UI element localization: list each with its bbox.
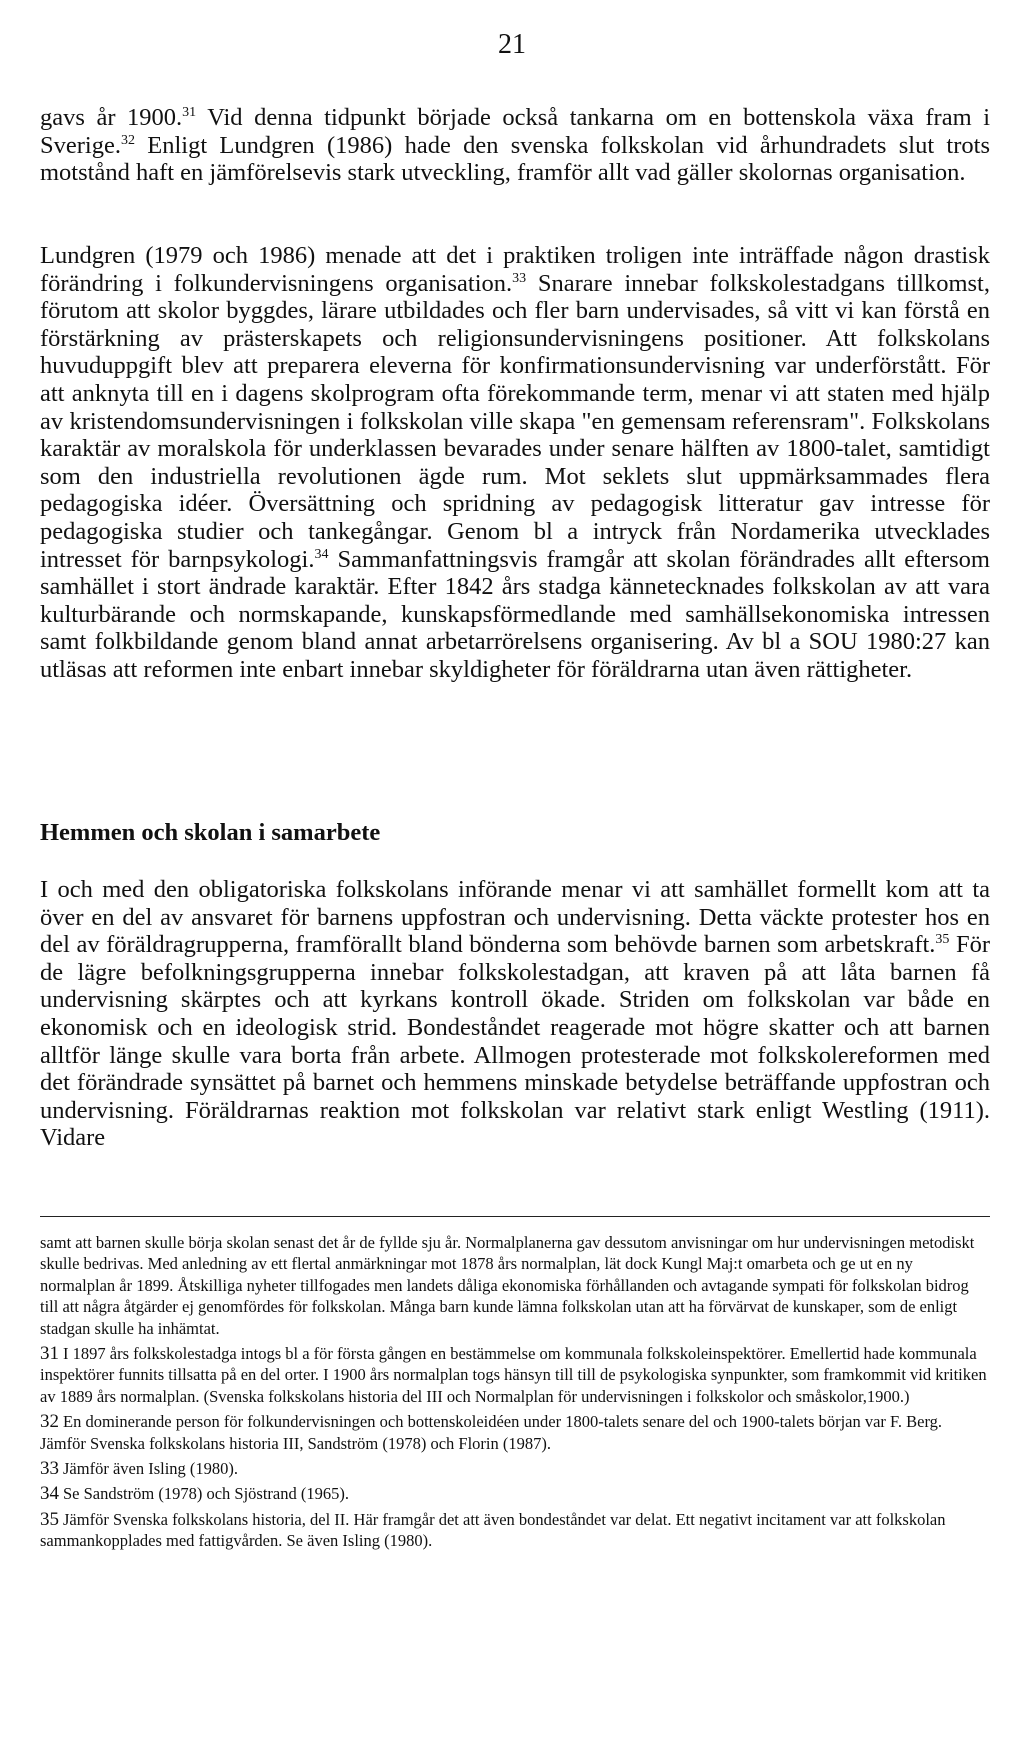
footnote-divider bbox=[40, 1216, 990, 1217]
paragraph-text: Snarare innebar folkskolestadgans tillkomst, förutom att skolor byggdes, lärare utbildades och fler barn undervisades, så vitt vi kan förstå en förstärkning av prästerskapets och religionsundervisningens positioner. Att folkskolans huvuduppgift blev att preparera eleverna för konfirmationsundervisning var underförstått. För att anknyta till en i dagens skolprogram ofta förekommande term, menar vi att staten med hjälp av kristendomsundervisningen i folkskolan ville skapa "en gemensam referensram". Folkskolans karaktär av moralskola för underklassen bevarades under senare hälften av 1800-talet, samtidigt som den industriella revolutionen ägde rum. Mot seklets slut uppmärksammades flera pedagogiska idéer. Översättning och spridning av pedagogisk litteratur gav intresse för pedagogiska studier och tankegångar. Genom bl a intryck från Nordamerika utvecklades intresset för barnpsykologi. bbox=[40, 269, 990, 573]
footnote-text: I 1897 års folkskolestadga intogs bl a för första gången en bestämmelse om kommunala folkskoleinspektörer. Emellertid hade kommunala inspektörer funnits tillsatta på en del orter. I 1900 års normalplan togs hänsyn till till de psykologiska synpunkter, som framkommit vid kritiken av 1889 års normalplan. (Svenska folkskolans historia del III och Normalplan för undervisningen i folkskolor och småskolor,1900.) bbox=[40, 1344, 987, 1406]
footnote-reference[interactable]: 35 bbox=[935, 932, 950, 948]
footnote-number: 32 bbox=[40, 1411, 59, 1433]
footnotes-section bbox=[40, 1232, 990, 1556]
footnote-32 bbox=[40, 1411, 990, 1454]
footnote-reference[interactable]: 31 bbox=[182, 104, 197, 120]
paragraph-text: Lundgren (1979 och 1986) menade att det i praktiken troligen inte inträffade någon drastisk förändring i folkundervisningens organisation. bbox=[40, 242, 990, 297]
footnote-reference[interactable]: 32 bbox=[120, 132, 135, 148]
paragraph-text: Sammanfattningsvis framgår att skolan förändrades allt eftersom samhället i stort ändrade karaktär. Efter 1842 års stadga kännetecknades folkskolan av att vara kulturbärande och normskapande, kunskapsförmedlande med samhällsekonomiska intressen samt folkbildande genom bland annat arbetarrörelsens organisering. Av bl a SOU 1980:27 kan utläsas att reformen inte enbart innebar skyldigheter för föräldrarna utan även rättigheter. bbox=[40, 545, 990, 683]
footnote-35 bbox=[40, 1509, 990, 1552]
section-heading: Hemmen och skolan i samarbete bbox=[40, 819, 381, 846]
footnote-reference[interactable]: 33 bbox=[512, 270, 527, 286]
footnote-number: 33 bbox=[40, 1458, 59, 1480]
paragraph-text: För de lägre befolkningsgrupperna innebar folkskolestadgan, att kraven på att låta barnen få undervisning skärptes och att kyrkans kontroll ökade. Striden om folkskolan var både en ekonomisk och en ideologisk strid. Bondeståndet reagerade mot högre skatter och att barnen alltför länge skulle vara borta från arbete. Allmogen protesterade mot folkskolereformen med det förändrade synsättet på barnet och hemmens minskade betydelse beträffande uppfostran och undervisning. Föräldrarnas reaktion mot folkskolan var relativt stark enligt Westling (1911). Vidare bbox=[40, 931, 990, 1152]
paragraph-3 bbox=[40, 876, 990, 1152]
paragraph-text: I och med den obligatoriska folkskolans införande menar vi att samhället formellt kom att ta över en del av ansvaret för barnens uppfostran och undervisning. Detta väckte protester hos en del av föräldragrupperna, framförallt bland bönderna som behövde barnen som arbetskraft. bbox=[40, 876, 990, 959]
footnote-34 bbox=[40, 1483, 990, 1504]
footnote-text: En dominerande person för folkundervisningen och bottenskoleidéen under 1800-talets senare del och 1900-talets början var F. Berg. Jämför Svenska folkskolans historia III, Sandström (1978) och Florin (1987). bbox=[40, 1412, 943, 1453]
footnote-number: 35 bbox=[40, 1508, 59, 1530]
paragraph-text: gavs år 1900. bbox=[40, 104, 183, 131]
footnote-continued: samt att barnen skulle börja skolan senast det år de fyllde sju år. Normalplanerna gav dessutom anvisningar om hur undervisningen metodiskt skulle bedrivas. Med anledning av ett flertal anmärkningar mot 1878 års normalplan, lät dock Kungl Maj:t omarbeta och ge ut en ny normalplan år 1899. Åtskilliga nyheter tillfogades men landets dåliga ekonomiska förhållanden och avtagande sympati för folkskolan bidrog till att några åtgärder ej genomfördes för folkskolan. Många barn kunde lämna folkskolan utan att ha förvärvat de kunskaper, som de enligt stadgan skulle ha inhämtat. bbox=[40, 1233, 975, 1338]
footnote-number: 34 bbox=[40, 1483, 59, 1505]
footnote-33 bbox=[40, 1458, 990, 1479]
paragraph-2 bbox=[40, 242, 990, 684]
paragraph-text: Vid denna tidpunkt började också tankarna om en bottenskola växa fram i Sverige. bbox=[40, 104, 991, 159]
paragraph-text: Enligt Lundgren (1986) hade den svenska folkskolan vid århundradets slut trots motstånd haft en jämförelsevis stark utveckling, framför allt vad gäller skolornas organisation. bbox=[40, 131, 990, 187]
footnote-reference[interactable]: 34 bbox=[314, 546, 329, 562]
footnote-text: Jämför även Isling (1980). bbox=[63, 1459, 239, 1479]
footnote-text: Se Sandström (1978) och Sjöstrand (1965). bbox=[63, 1484, 349, 1504]
footnote-31 bbox=[40, 1343, 990, 1407]
page-number: 21 bbox=[498, 29, 526, 60]
footnote-number: 31 bbox=[40, 1343, 59, 1365]
footnote-text: Jämför Svenska folkskolans historia, del II. Här framgår det att även bondeståndet var delat. Ett negativt incitament var att folkskolan sammankopplades med fattigvården. Se även Isling (1980). bbox=[40, 1509, 946, 1551]
paragraph-1 bbox=[40, 104, 990, 187]
